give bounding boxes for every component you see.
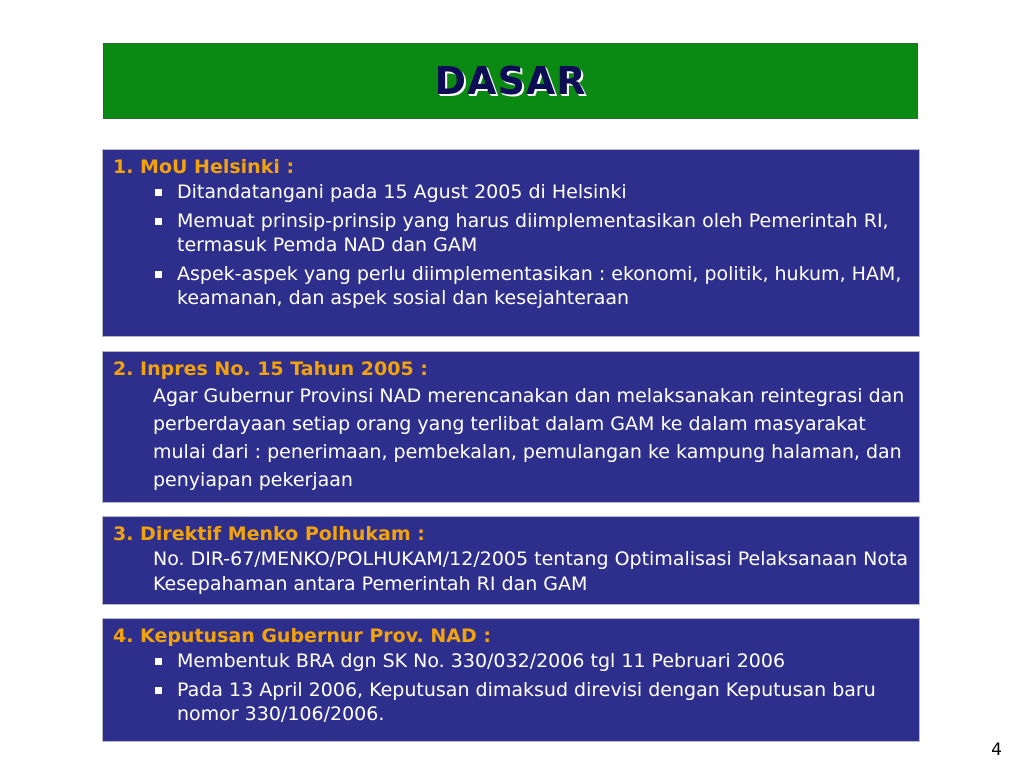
square-bullet-icon: [155, 218, 162, 225]
bullet-text: Pada 13 April 2006, Keputusan dimaksud direvisi dengan Keputusan baru nomor 330/106/2006.: [177, 679, 876, 725]
page-number: 4: [991, 740, 1002, 760]
square-bullet-icon: [155, 189, 162, 196]
list-item: [113, 649, 909, 673]
section-direktif: [102, 516, 920, 605]
square-bullet-icon: [155, 658, 162, 665]
list-item: [113, 180, 909, 204]
square-bullet-icon: [155, 271, 162, 278]
list-item: [113, 678, 909, 726]
section-heading: 4. Keputusan Gubernur Prov. NAD :: [113, 625, 491, 647]
section-text: Agar Gubernur Provinsi NAD merencanakan dan melaksanakan reintegrasi dan perberdayaan setiap orang yang terlibat dalam GAM ke dalam masyarakat mulai dari : penerimaan, pembekalan, pemulangan ke kampung halaman, dan penyiapan pekerjaan: [153, 385, 905, 491]
section-heading: 3. Direktif Menko Polhukam :: [113, 523, 425, 545]
list-item: [113, 209, 909, 257]
bullet-text: Aspek-aspek yang perlu diimplementasikan : ekonomi, politik, hukum, HAM, keamanan, dan aspek sosial dan kesejahteraan: [177, 263, 902, 309]
section-heading: 1. MoU Helsinki :: [113, 156, 295, 178]
bullet-text: Ditandatangani pada 15 Agust 2005 di Helsinki: [177, 181, 627, 203]
bullet-list: [113, 649, 909, 726]
section-keputusan: [102, 618, 920, 742]
section-text: No. DIR-67/MENKO/POLHUKAM/12/2005 tentang Optimalisasi Pelaksanaan Nota Kesepahaman antara Pemerintah RI dan GAM: [153, 548, 909, 595]
section-heading: 2. Inpres No. 15 Tahun 2005 :: [113, 358, 428, 380]
square-bullet-icon: [155, 687, 162, 694]
title-bar: [103, 43, 918, 119]
bullet-list: [113, 180, 909, 310]
section-inpres: [102, 351, 920, 503]
slide-title: DASAR: [434, 59, 587, 103]
list-item: [113, 262, 909, 310]
bullet-text: Membentuk BRA dgn SK No. 330/032/2006 tgl 11 Pebruari 2006: [177, 650, 786, 672]
bullet-text: Memuat prinsip-prinsip yang harus diimplementasikan oleh Pemerintah RI, termasuk Pemda NAD dan GAM: [177, 210, 889, 256]
section-mou-helsinki: [102, 149, 920, 337]
